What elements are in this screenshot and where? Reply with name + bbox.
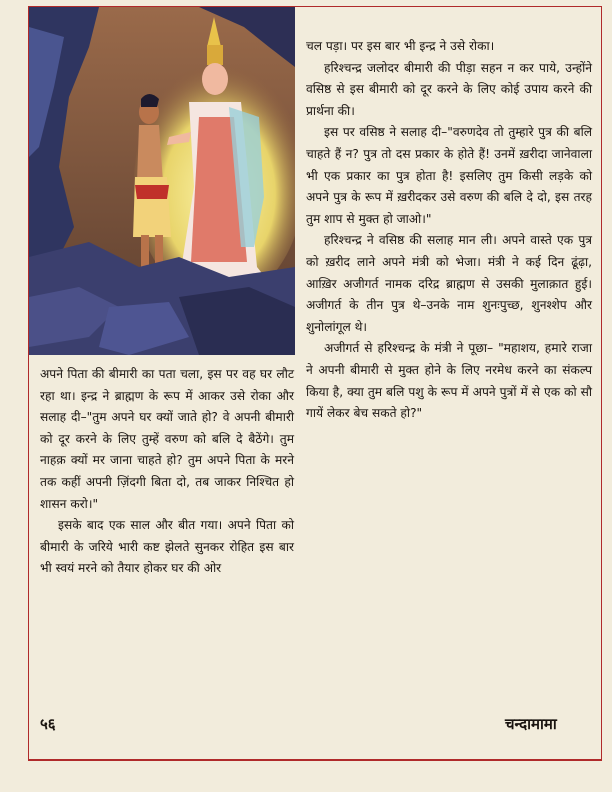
story-illustration bbox=[29, 7, 295, 355]
magazine-name: चन्दामामा bbox=[505, 715, 557, 733]
paragraph: अजीगर्त से हरिश्चन्द्र के मंत्री ने पूछा– "महाशय, हमारे राजा ने अपनी बीमारी से मुक्त होने के लिए नरमेध करने का संकल्प किया है, क्या तुम बलि पशु के रूप में अपने पुत्रों में से एक को सौ गायें लेकर बेच सकते हो?" bbox=[306, 341, 592, 421]
page-number: ५६ bbox=[40, 715, 56, 733]
illustration-svg bbox=[29, 7, 295, 355]
paragraph: हरिश्चन्द्र ने वसिष्ठ की सलाह मान ली। अपने वास्ते एक पुत्र को ख़रीद लाने अपने मंत्री को भेजा। मंत्री ने कई दिन ढूंढ़ा, आख़िर अजीगर्त नामक दरिद्र ब्राह्मण से उसकी मुलाक़ात हुई। अजीगर्त के तीन पुत्र थे–उनके नाम शुनःपुच्छ, शुनश्शेप और शुनोलांगूल थे। bbox=[306, 233, 592, 334]
paragraph: इसके बाद एक साल और बीत गया। अपने पिता को बीमारी के जरिये भारी कष्ट झेलते सुनकर रोहित इस बार भी स्वयं मरने को तैयार होकर घर की ओर bbox=[40, 518, 294, 576]
paragraph: हरिश्चन्द्र जलोदर बीमारी की पीड़ा सहन न कर पाये, उन्होंने वसिष्ठ से इस बीमारी को दूर करने के लिए कोई उपाय करने की प्रार्थना की। bbox=[306, 60, 592, 118]
paragraph: अपने पिता की बीमारी का पता चला, इस पर वह घर लौट रहा था। इन्द्र ने ब्राह्मण के रूप में आकर उसे रोका और सलाह दी–"तुम अपने घर क्यों जाते हो? वे अपनी बीमारी को दूर करने के लिए तुम्हें वरुण को बलि दे बैठेंगे। तुम नाहक़ क्यों मर जाना चाहते हो? तुम अपने पिता के मरने तक कहीं अपनी ज़िंदगी बिता दो, तब जाकर निश्चित हो शासन करो।" bbox=[40, 367, 294, 511]
footer-rule bbox=[28, 760, 602, 761]
left-text-column bbox=[40, 364, 294, 580]
paragraph: चल पड़ा। पर इस बार भी इन्द्र ने उसे रोका। bbox=[306, 39, 495, 53]
paragraph: इस पर वसिष्ठ ने सलाह दी–"वरुणदेव तो तुम्हारे पुत्र की बलि चाहते हैं न? पुत्र तो दस प्रकार के होते हैं! उनमें ख़रीदा जानेवाला भी एक प्रकार का पुत्र होता है! इसलिए तुम किसी लड़के को अपने पुत्र के रूप में ख़रीदकर उसे वरुण की बलि दे दो, इस तरह तुम शाप से मुक्त हो जाओ।" bbox=[306, 125, 592, 226]
right-text-column bbox=[306, 36, 592, 425]
